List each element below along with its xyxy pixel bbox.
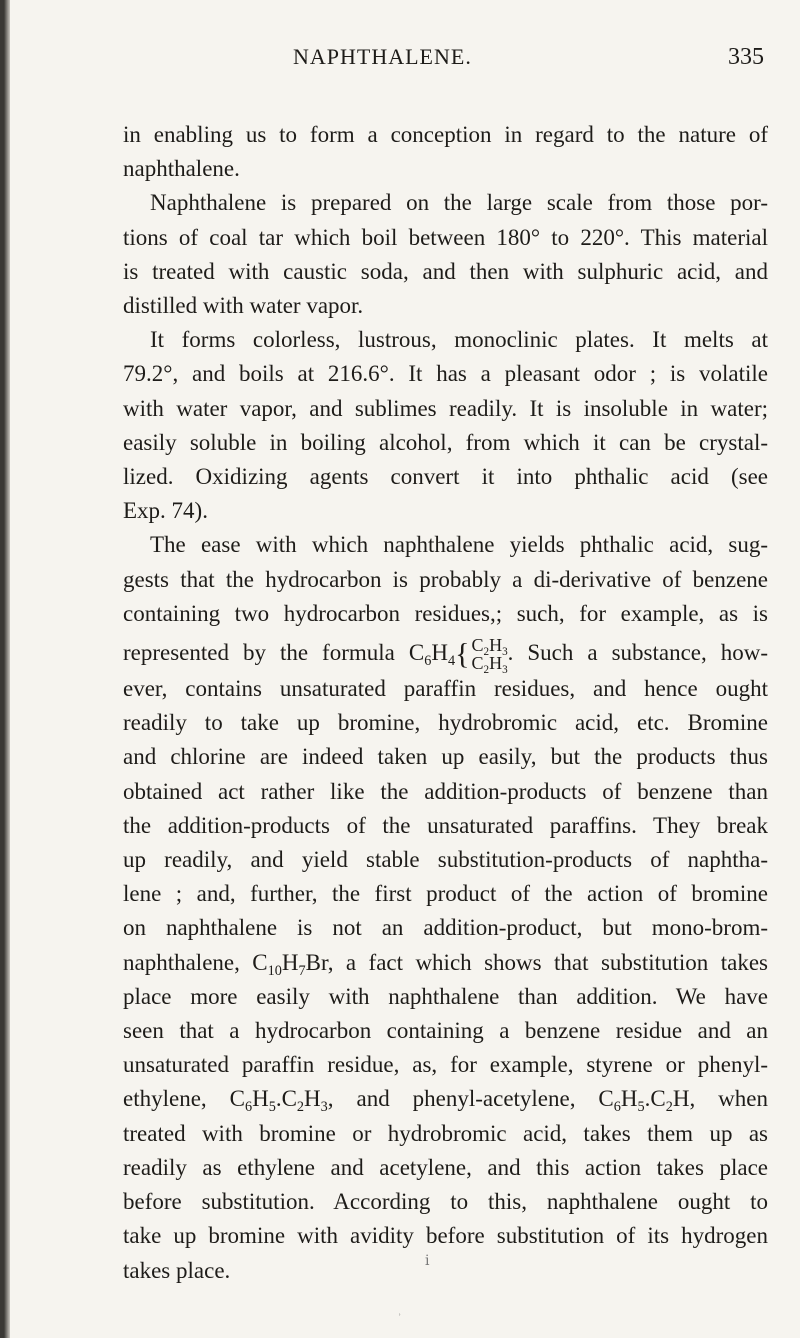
text-line: The ease with which naphthalene yields phthalic acid, sug- xyxy=(150,532,768,558)
formula-c6h4-divinyl: { $C_2H_3$ $C_2H_3$ xyxy=(455,635,508,677)
text-line: place more easily with naphthalene than addition. We have xyxy=(123,983,768,1009)
text-line: on naphthalene is not an addition-product, but mono-brom- xyxy=(123,915,768,941)
text-line: Naphthalene is prepared on the large scale from those por- xyxy=(150,190,768,216)
text-line: readily as ethylene and acetylene, and this action takes place xyxy=(123,1154,768,1180)
text-line: tions of coal tar which boil between 180° to 220°. This material xyxy=(123,224,768,250)
text-line: containing two hydrocarbon residues,; such, for example, as is xyxy=(123,600,768,626)
print-speck: ˒ xyxy=(398,1308,402,1319)
text-line: treated with bromine or hydrobromic acid, takes them up as xyxy=(123,1120,768,1146)
text-line: is treated with caustic soda, and then with sulphuric acid, and xyxy=(123,258,768,284)
paragraph-1 xyxy=(123,118,768,186)
text-line: lized. Oxidizing agents convert it into phthalic acid (see xyxy=(123,464,768,490)
text-line: lene ; and, further, the first product of the action of bromine xyxy=(123,881,768,907)
text-line-formula: ethylene, $C_6H_5.C_2H_3$, and phenyl-acetylene, $C_6H_5.C_2H$, when xyxy=(123,1086,768,1116)
text-line: easily soluble in boiling alcohol, from which it can be crystal- xyxy=(123,429,768,455)
text-line: take up bromine with avidity before substitution of its hydrogen xyxy=(123,1223,768,1249)
text-line: takes place. xyxy=(123,1257,231,1283)
text-line: before substitution. According to this, naphthalene ought to xyxy=(123,1189,768,1215)
body-text xyxy=(123,118,768,1288)
text-line: Exp. 74). xyxy=(123,498,208,524)
text-line: naphthalene. xyxy=(123,156,240,182)
text-line: up readily, and yield stable substitution-products of naphtha- xyxy=(123,847,768,873)
text-line: in enabling us to form a conception in regard to the nature of xyxy=(123,122,768,147)
running-title: NAPHTHALENE. xyxy=(293,44,472,69)
page-header xyxy=(123,44,764,78)
text-line: obtained act rather like the addition-products of benzene than xyxy=(123,778,768,804)
page-number: 335 xyxy=(728,44,764,70)
text-line-formula: represented by the formula $C_6H_4${ $C_2H_3$ $C_2H_3$ . Such a substance, how- xyxy=(123,631,768,675)
paragraph-2 xyxy=(123,186,768,323)
text-line: and chlorine are indeed taken up easily, but the products thus xyxy=(123,744,768,770)
paragraph-3 xyxy=(123,323,768,528)
text-line-formula: naphthalene, $C_{10}H_7Br$, a fact which shows that substitution takes xyxy=(123,949,768,979)
text-line: unsaturated paraffin residue, as, for example, styrene or phenyl- xyxy=(123,1052,768,1078)
text-line: readily to take up bromine, hydrobromic acid, etc. Bromine xyxy=(123,710,768,736)
text-line: gests that the hydrocarbon is probably a di-derivative of benzene xyxy=(123,566,768,592)
paragraph-4 xyxy=(123,528,768,1287)
text-line: the addition-products of the unsaturated paraffins. They break xyxy=(123,812,768,838)
text-line: 79.2°, and boils at 216.6°. It has a pleasant odor ; is volatile xyxy=(123,361,768,387)
text-line: seen that a hydrocarbon containing a benzene residue and an xyxy=(123,1018,768,1044)
text-line: distilled with water vapor. xyxy=(123,293,364,319)
page-binding-edge xyxy=(0,0,10,1338)
text-line: with water vapor, and sublimes readily. It is insoluble in water; xyxy=(123,395,768,421)
print-speck: ⅰ xyxy=(425,1254,430,1269)
text-line: ever, contains unsaturated paraffin residues, and hence ought xyxy=(123,676,768,702)
text-line: It forms colorless, lustrous, monoclinic plates. It melts at xyxy=(150,327,768,353)
